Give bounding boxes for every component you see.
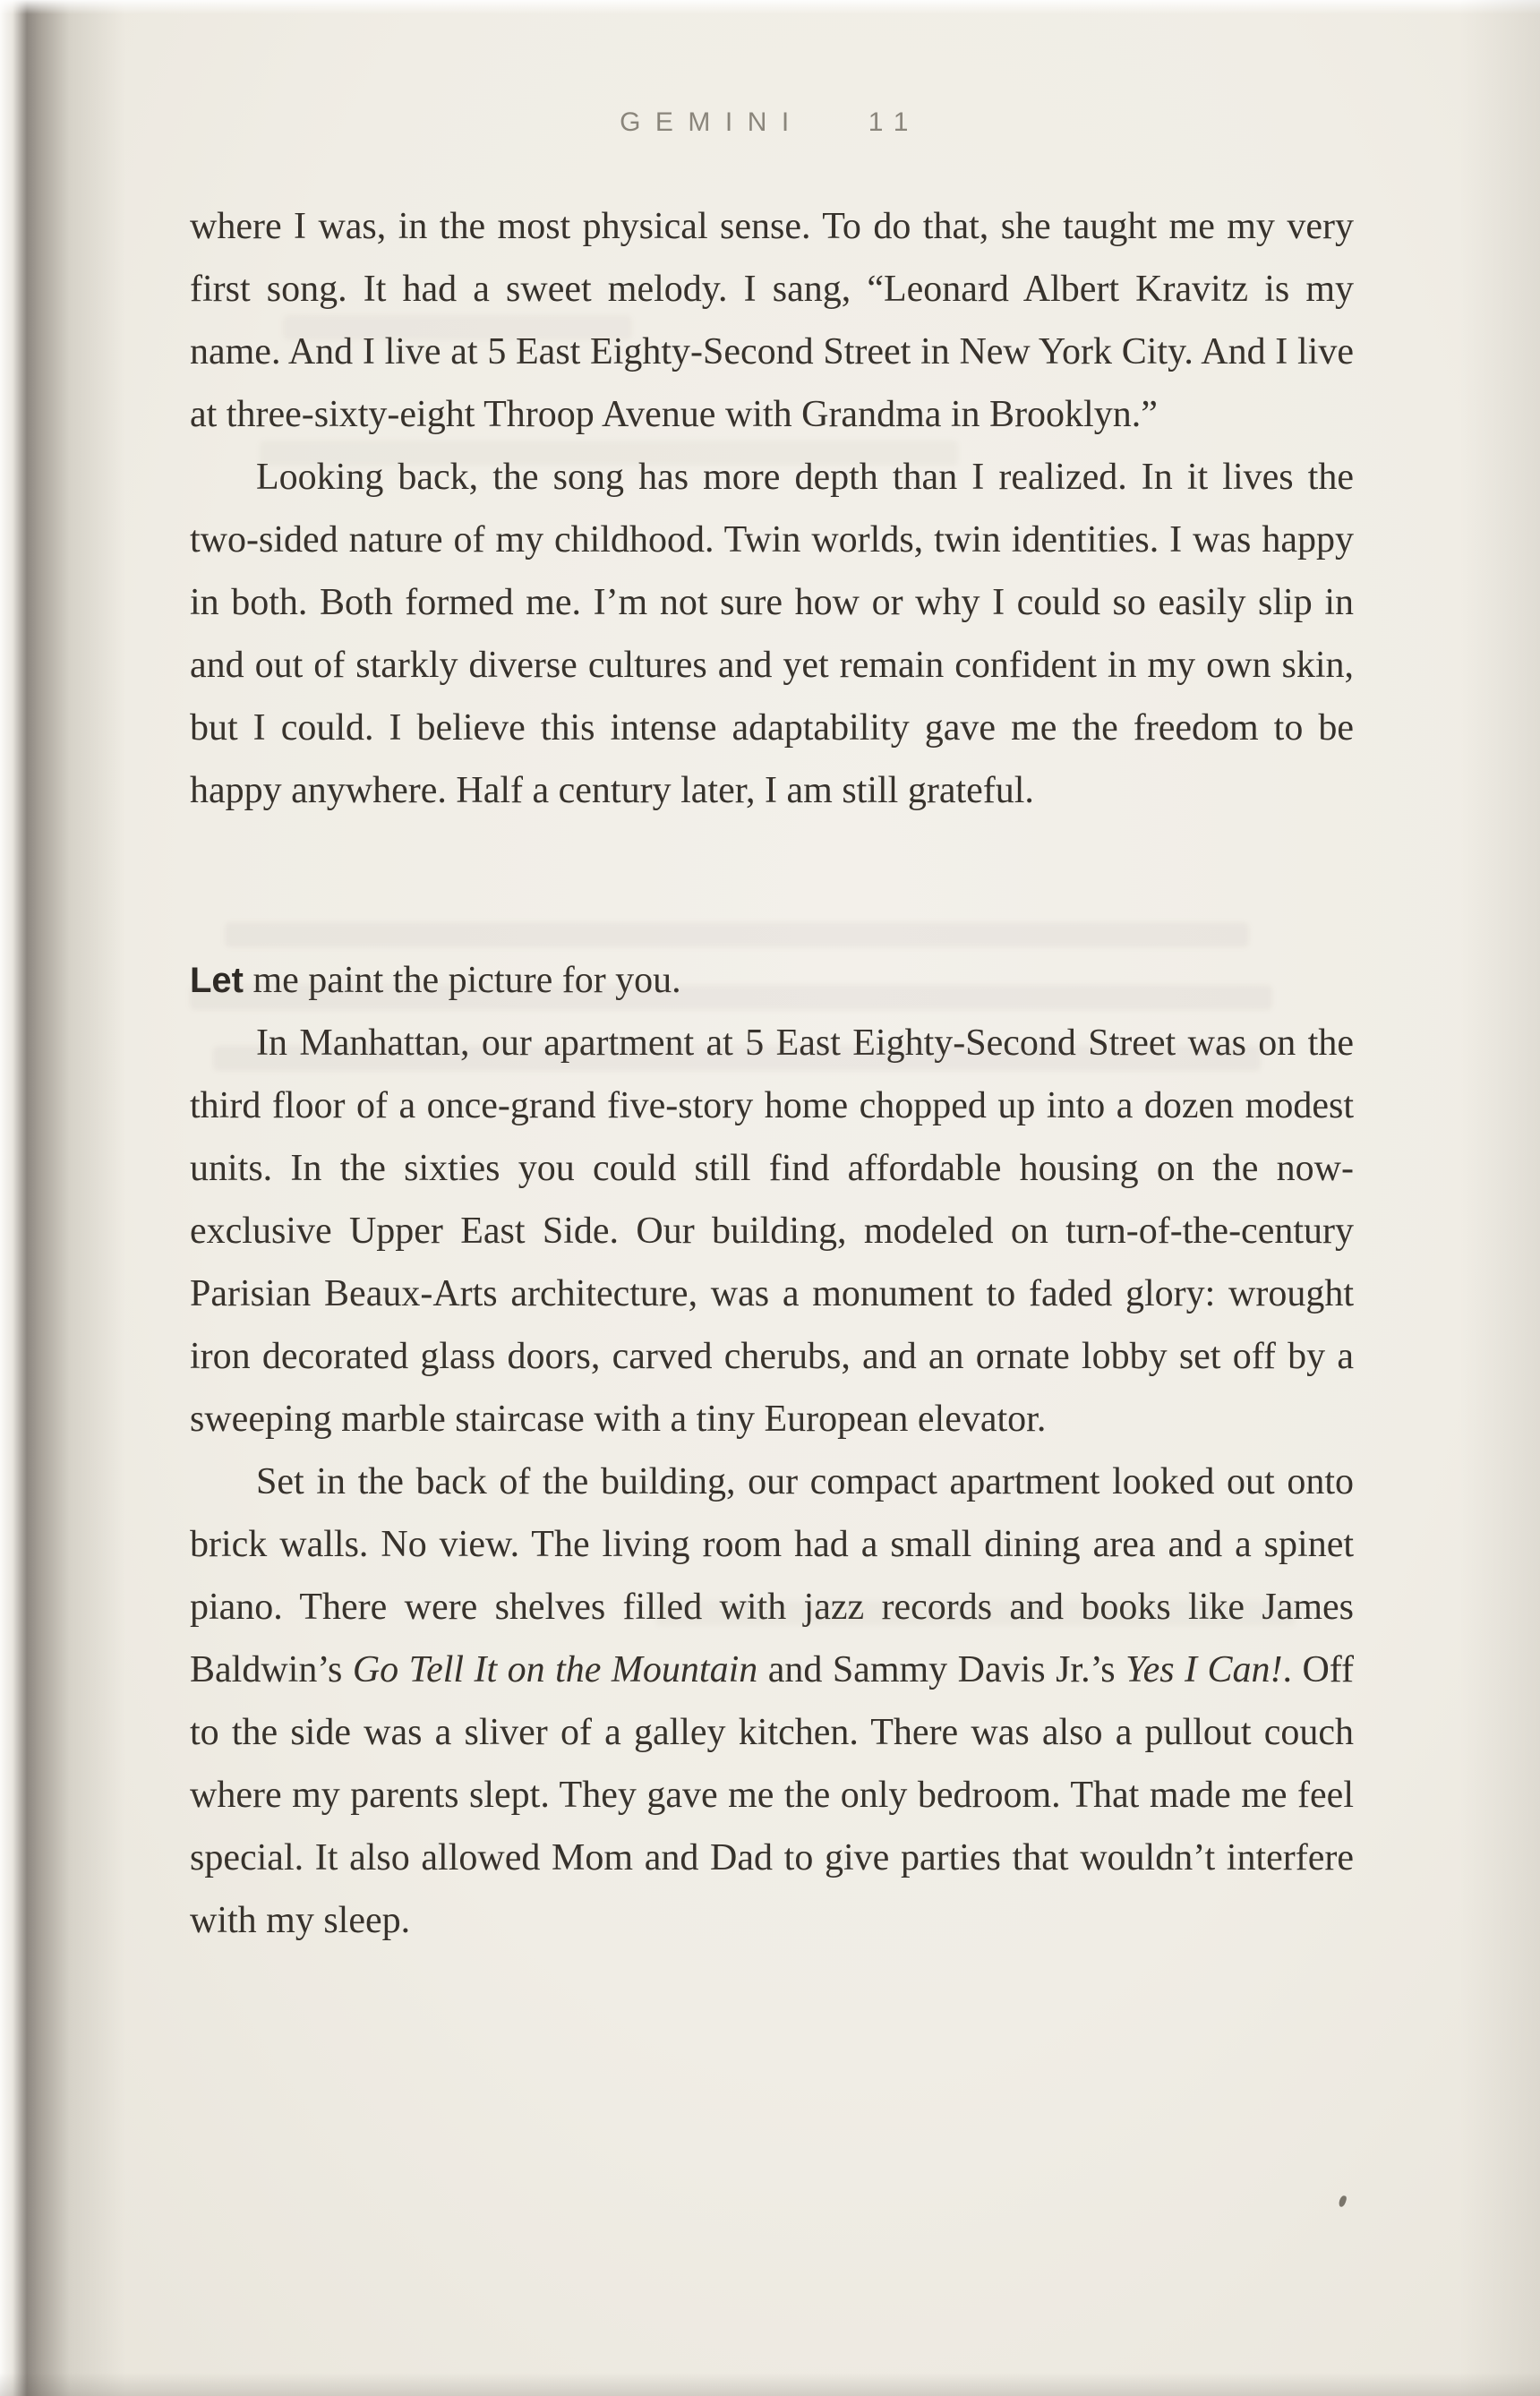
paragraph-looking-back [190, 446, 1354, 822]
page-number: 11 [868, 107, 920, 137]
book-title-italic: Go Tell It on the Mountain [352, 1649, 758, 1690]
paragraph-text: Set in the back of the building, our compact apartment looked out onto brick walls. No view. The living room had a small dining area and a spinet piano. There were shelves filled with jazz records and books like James Baldwin’s [190, 1461, 1354, 1690]
paragraph-text: Looking back, the song has more depth than I realized. In it lives the two-sided nature of my childhood. Twin worlds, twin identities. I was happy in both. Both formed me. I’m not sure how or why I could so easily slip in and out of starkly diverse cultures and yet remain confident in my own skin, but I could. I believe this intense adaptability gave me the freedom to be happy anywhere. Half a century later, I am still grateful. [190, 457, 1354, 811]
section-lead-word: Let [190, 961, 244, 1000]
scan-speck [1338, 2195, 1348, 2208]
paragraph-text: and Sammy Davis Jr.’s [757, 1649, 1126, 1690]
paragraph-text: In Manhattan, our apartment at 5 East Eighty-Second Street was on the third floor of a once-grand five-story home chopped up into a dozen modest units. In the sixties you could still find affordable housing on the now-exclusive Upper East Side. Our building, modeled on turn-of-the-century Parisian Beaux-Arts architecture, was a monument to faded glory: wrought iron decorated glass doors, carved cherubs, and an ornate lobby set off by a sweeping marble staircase with a tiny European elevator. [190, 1023, 1354, 1440]
paragraph-section-opener [190, 949, 1354, 1012]
running-head [0, 0, 1540, 138]
page-edge-bottom [0, 2373, 1540, 2396]
body-text [190, 195, 1354, 1952]
paragraph-text: where I was, in the most physical sense. To do that, she taught me my very first song. It had a sweet melody. I sang, “Leonard Albert Kravitz is my name. And I live at 5 East Eighty-Second Street in New York City. And I live at three-sixty-eight Throop Avenue with Grandma in Brooklyn.” [190, 206, 1354, 435]
page-edge-right [1459, 0, 1540, 2396]
paragraph-text: me paint the picture for you. [244, 960, 681, 1001]
paragraph-manhattan [190, 1012, 1354, 1450]
book-spine-shadow [0, 0, 125, 2396]
paragraph-apartment [190, 1450, 1354, 1952]
chapter-title: GEMINI [620, 107, 804, 137]
paragraph-text: . Off to the side was a sliver of a galley kitchen. There was also a pullout couch where my parents slept. They gave me the only bedroom. That made me feel special. It also allowed Mom and Dad to give parties that wouldn’t interfere with my sleep. [190, 1649, 1355, 1941]
paragraph-continuation [190, 195, 1354, 446]
book-title-italic: Yes I Can! [1125, 1649, 1283, 1690]
